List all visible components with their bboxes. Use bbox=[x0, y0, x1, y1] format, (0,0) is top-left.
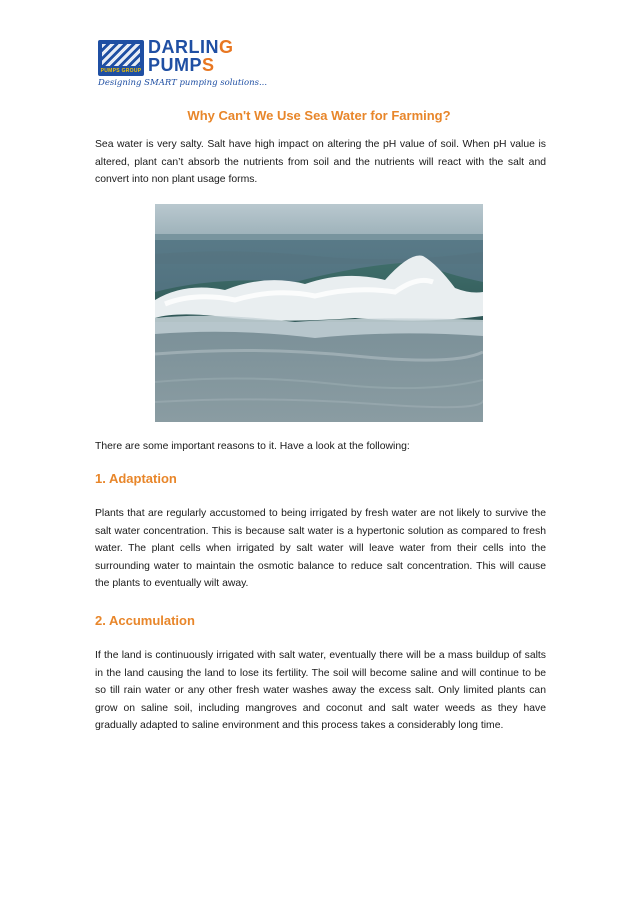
section-heading-accumulation: 2. Accumulation bbox=[95, 613, 195, 628]
logo-word1-swirl: G bbox=[219, 37, 234, 57]
section-heading-adaptation: 1. Adaptation bbox=[95, 471, 177, 486]
logo-badge bbox=[98, 40, 144, 76]
logo-word-darling bbox=[148, 38, 234, 56]
logo-tagline: Designing SMART pumping solutions... bbox=[98, 78, 268, 88]
sea-waves-illustration bbox=[155, 204, 483, 422]
intro-paragraph: Sea water is very salty. Salt have high impact on altering the pH value of soil. When pH value is altered, plant can’t absorb the nutrients from soil and the nutrients will react with the salt and convert into non plant usage forms. bbox=[95, 139, 546, 186]
section-body-accumulation: If the land is continuously irrigated with salt water, eventually there will be a mass buildup of salts in the land causing the land to lose its fertility. The soil will become saline and will continue to be so till rain water or any other fresh water washes away the excess salt. Only limited plants can grow on saline soil, including mangroves and coconut and salt water weeds as they have gradually adapted to saline environment and this process takes a considerably long time. bbox=[95, 650, 546, 732]
page-title: Why Can't We Use Sea Water for Farming? bbox=[187, 108, 451, 123]
sea-waves-photo bbox=[155, 204, 483, 422]
logo-word2-text: PUMP bbox=[148, 55, 203, 75]
section-body-adaptation: Plants that are regularly accustomed to being irrigated by fresh water are not likely to survive the salt water concentration. This is because salt water is a hypertonic solution as compared to fresh water. The plant cells when irrigated by salt water will leave water from their cells into the surrounding water to maintain the osmotic balance to reduce salt concentration. This will cause the plants to eventually wilt away. bbox=[95, 508, 546, 590]
darling-pumps-logo bbox=[98, 34, 278, 92]
logo-word-pumps bbox=[148, 56, 215, 74]
logo-badge-text: PUMPS GROUP bbox=[100, 68, 142, 74]
lead-in-paragraph: There are some important reasons to it. Have a look at the following: bbox=[95, 441, 410, 452]
logo-word1-text: DARLIN bbox=[148, 37, 219, 57]
logo-word2-swirl: S bbox=[202, 55, 215, 75]
logo-badge-stripes bbox=[102, 44, 140, 66]
